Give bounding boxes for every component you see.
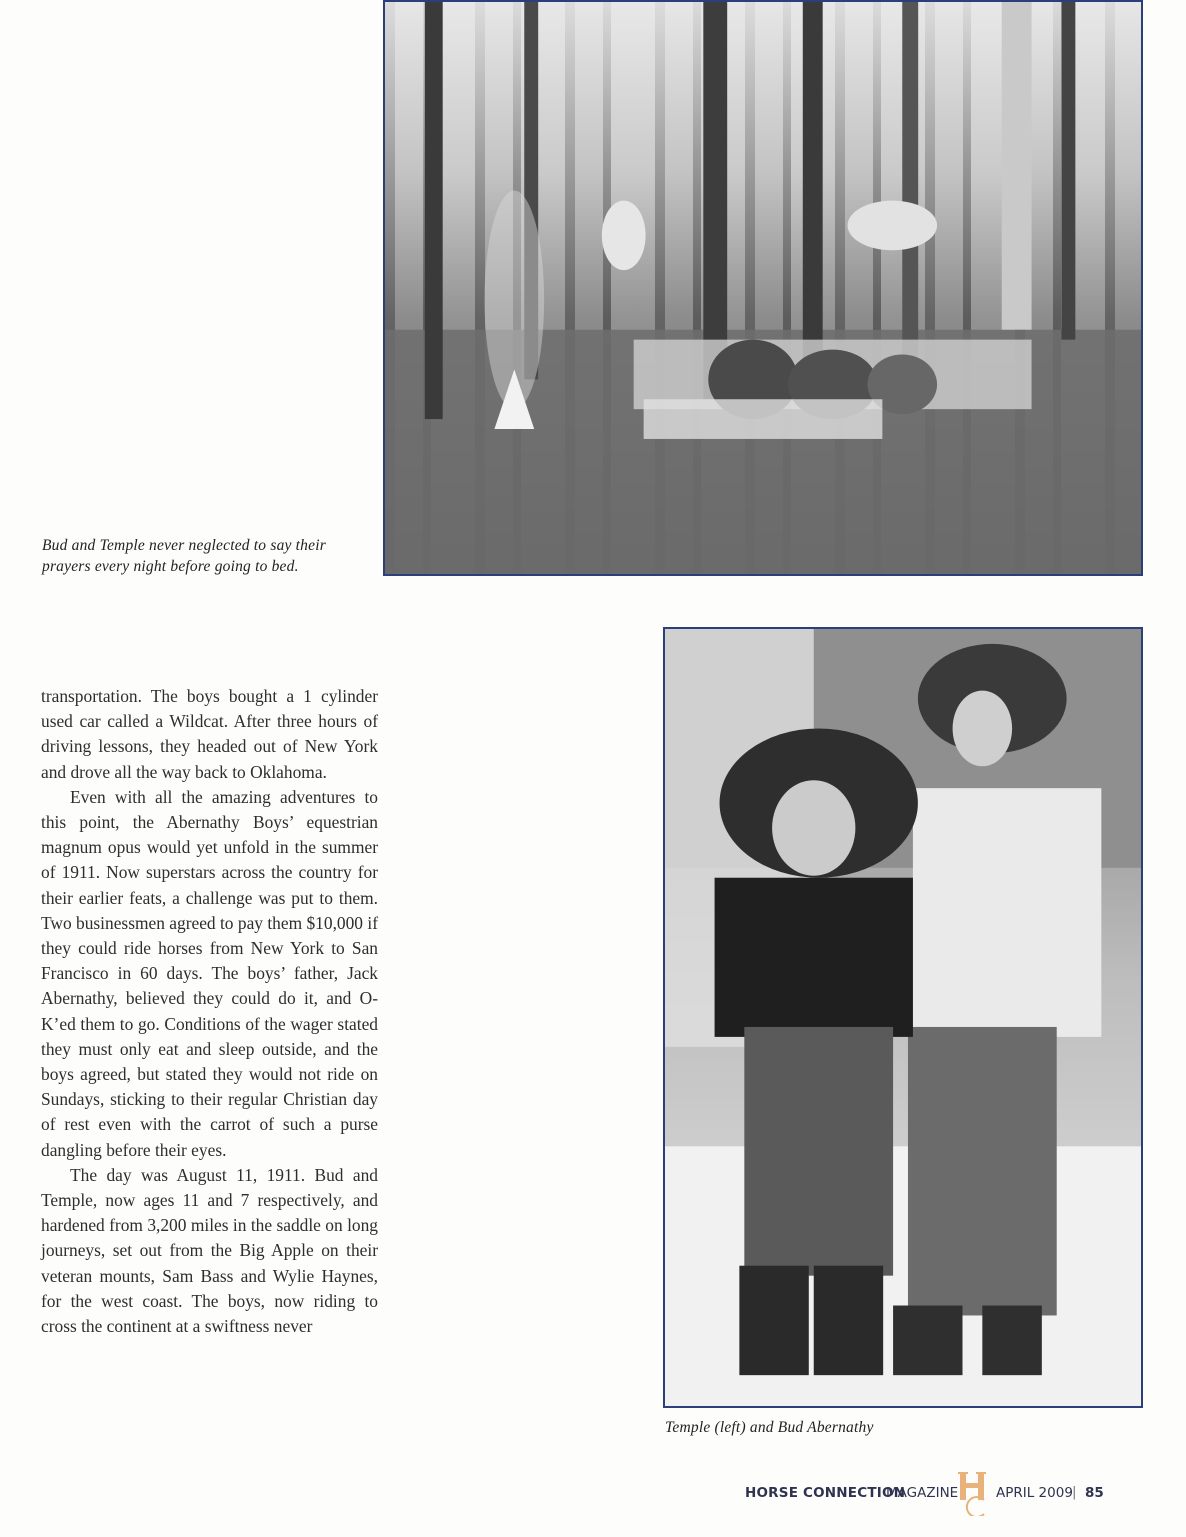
article-paragraph: Even with all the amazing adventures to this point, the Abernathy Boys’ equestrian magnum opus would yet unfold in the summer of 1911. Now superstars across the country for their earlier feats, a challenge was put to them. Two businessmen agreed to pay them $10,000 if they could ride horses from New York to San Francisco in 60 days. The boys’ father, Jack Abernathy, believed they could do it, and O-K’ed them to go. Conditions of the wager stated they must only eat and sleep outside, and the boys agreed, but stated they would not ride on Sundays, sticking to their regular Christian day of rest even with the carrot of such a purse dangling before their eyes. (41, 786, 378, 1160)
photo-caption-top: Bud and Temple never neglected to say their prayers every night before going to bed. (42, 537, 326, 575)
article-paragraph: transportation. The boys bought a 1 cylinder used car called a Wildcat. After three hours of driving lessons, they headed out of New York and drove all the way back to Oklahoma. (41, 686, 378, 782)
photo-boys-praying-campfire (383, 0, 1143, 576)
article-paragraph: The day was August 11, 1911. Bud and Temple, now ages 11 and 7 respectively, and hardened from 3,200 miles in the saddle on long journeys, set out from the Big Apple on their veteran mounts, Sam Bass and Wylie Haynes, for the west coast. The boys, now riding to cross the continent at a swiftness never (41, 1164, 378, 1337)
issue-date: APRIL 2009 (996, 1485, 1073, 1501)
portrait-illustration (665, 629, 1141, 1406)
photo-temple-and-bud-portrait (663, 627, 1143, 1408)
forest-scene-illustration (385, 2, 1141, 574)
hc-logo-icon (958, 1470, 988, 1516)
magazine-label: MAGAZINE (886, 1485, 959, 1501)
article-body (41, 684, 378, 1339)
page-number: 85 (1085, 1485, 1104, 1501)
photo-caption-bottom: Temple (left) and Bud Abernathy (665, 1419, 874, 1436)
footer-separator: | (1072, 1484, 1077, 1500)
magazine-brand: HORSE CONNECTION (745, 1485, 906, 1501)
page-footer (745, 1482, 1115, 1518)
